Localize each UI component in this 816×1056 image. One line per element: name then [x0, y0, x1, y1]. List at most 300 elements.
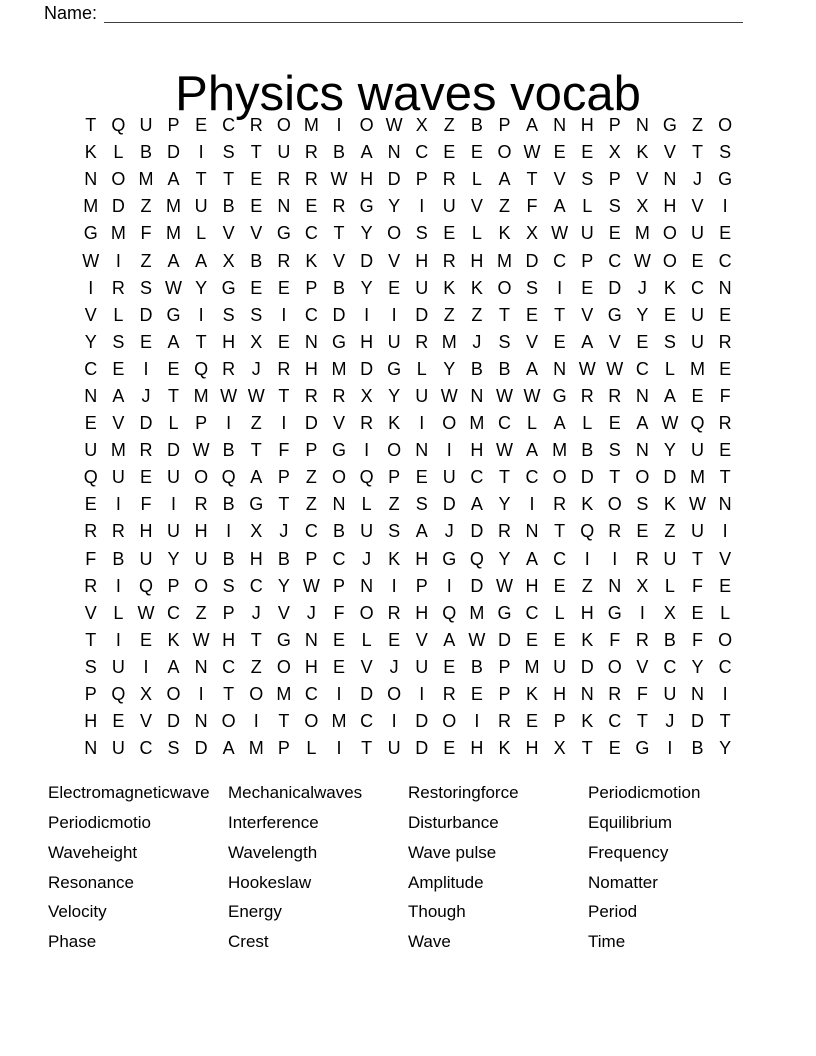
- grid-letter: E: [470, 684, 483, 705]
- word-list-item: Wave: [408, 932, 451, 952]
- grid-letter: C: [167, 602, 181, 623]
- grid-letter: R: [497, 711, 511, 732]
- grid-letter: R: [249, 115, 263, 136]
- grid-letter: Y: [691, 656, 704, 677]
- grid-letter: R: [277, 250, 291, 271]
- grid-letter: W: [330, 169, 348, 190]
- grid-letter: I: [336, 684, 342, 705]
- grid-letter: D: [663, 467, 677, 488]
- grid-letter: W: [523, 142, 541, 163]
- grid-letter: E: [553, 575, 566, 596]
- grid-letter: E: [553, 142, 566, 163]
- grid-letter: T: [195, 169, 207, 190]
- grid-letter: U: [387, 331, 401, 352]
- grid-letter: X: [608, 142, 621, 163]
- grid-letter: V: [360, 656, 373, 677]
- grid-letter: F: [333, 602, 345, 623]
- grid-letter: I: [446, 440, 452, 461]
- grid-letter: U: [387, 738, 401, 759]
- grid-row: [77, 383, 739, 410]
- grid-letter: S: [415, 223, 428, 244]
- grid-row: [77, 356, 739, 383]
- grid-letter: H: [304, 358, 318, 379]
- grid-letter: L: [416, 358, 427, 379]
- word-search-grid: [77, 112, 739, 762]
- grid-letter: B: [470, 115, 483, 136]
- grid-letter: F: [140, 494, 152, 515]
- grid-letter: Z: [471, 304, 483, 325]
- word-list-item: Wave pulse: [408, 842, 497, 862]
- grid-letter: A: [112, 385, 125, 406]
- grid-letter: I: [281, 413, 287, 434]
- grid-letter: J: [444, 521, 454, 542]
- grid-letter: I: [722, 521, 728, 542]
- grid-letter: C: [525, 602, 539, 623]
- grid-letter: F: [692, 629, 703, 650]
- grid-letter: G: [662, 115, 677, 136]
- grid-letter: E: [112, 711, 125, 732]
- grid-letter: R: [304, 385, 318, 406]
- grid-letter: M: [524, 656, 540, 677]
- grid-letter: E: [443, 738, 456, 759]
- grid-letter: O: [497, 142, 512, 163]
- grid-letter: A: [443, 629, 456, 650]
- grid-letter: B: [498, 358, 511, 379]
- grid-letter: S: [663, 331, 676, 352]
- grid-letter: L: [471, 169, 482, 190]
- grid-letter: M: [552, 440, 568, 461]
- grid-letter: O: [331, 467, 346, 488]
- grid-letter: K: [663, 277, 676, 298]
- grid-letter: P: [84, 684, 97, 705]
- grid-letter: N: [635, 385, 649, 406]
- grid-letter: H: [553, 684, 567, 705]
- grid-letter: C: [525, 467, 539, 488]
- grid-letter: C: [304, 521, 318, 542]
- grid-letter: I: [612, 548, 618, 569]
- grid-letter: E: [636, 331, 649, 352]
- grid-letter: N: [277, 196, 291, 217]
- grid-letter: N: [635, 440, 649, 461]
- grid-letter: O: [166, 684, 181, 705]
- grid-letter: A: [250, 467, 263, 488]
- grid-letter: C: [470, 467, 484, 488]
- grid-letter: F: [692, 575, 703, 596]
- grid-letter: T: [250, 142, 262, 163]
- grid-letter: R: [497, 521, 511, 542]
- grid-letter: B: [277, 548, 290, 569]
- word-list-item: Energy: [228, 902, 282, 922]
- grid-letter: R: [277, 358, 291, 379]
- grid-letter: X: [360, 385, 373, 406]
- grid-letter: D: [332, 304, 346, 325]
- grid-letter: D: [139, 413, 153, 434]
- grid-letter: W: [633, 250, 651, 271]
- grid-letter: R: [718, 413, 732, 434]
- grid-letter: L: [554, 602, 565, 623]
- grid-letter: S: [526, 277, 539, 298]
- grid-row: [77, 491, 739, 518]
- grid-letter: X: [526, 223, 539, 244]
- word-list-item: Amplitude: [408, 872, 484, 892]
- grid-letter: E: [415, 467, 428, 488]
- grid-letter: D: [194, 738, 208, 759]
- grid-letter: E: [84, 413, 97, 434]
- grid-letter: Z: [140, 196, 152, 217]
- grid-letter: O: [662, 250, 677, 271]
- grid-letter: E: [305, 196, 318, 217]
- grid-letter: G: [276, 629, 291, 650]
- grid-letter: D: [360, 684, 374, 705]
- grid-letter: W: [385, 115, 403, 136]
- grid-letter: D: [497, 629, 511, 650]
- grid-letter: R: [718, 331, 732, 352]
- grid-letter: E: [663, 304, 676, 325]
- grid-letter: U: [360, 521, 374, 542]
- grid-letter: E: [84, 494, 97, 515]
- grid-letter: H: [415, 602, 429, 623]
- grid-row: [77, 329, 739, 356]
- word-list-item: Interference: [228, 812, 319, 832]
- grid-letter: J: [279, 521, 289, 542]
- grid-letter: E: [526, 629, 539, 650]
- grid-letter: I: [391, 304, 397, 325]
- grid-letter: U: [139, 115, 153, 136]
- grid-letter: P: [277, 738, 290, 759]
- grid-letter: M: [634, 223, 650, 244]
- grid-letter: X: [250, 521, 263, 542]
- grid-letter: N: [553, 115, 567, 136]
- grid-letter: T: [581, 738, 593, 759]
- grid-letter: H: [580, 602, 594, 623]
- grid-letter: P: [277, 467, 290, 488]
- grid-letter: P: [388, 467, 401, 488]
- grid-letter: G: [359, 196, 374, 217]
- grid-letter: R: [84, 521, 98, 542]
- grid-letter: O: [221, 711, 236, 732]
- grid-letter: N: [635, 115, 649, 136]
- grid-letter: V: [84, 602, 97, 623]
- grid-letter: W: [551, 223, 569, 244]
- grid-letter: K: [388, 413, 401, 434]
- grid-letter: C: [635, 358, 649, 379]
- grid-letter: V: [663, 142, 676, 163]
- grid-letter: D: [470, 521, 484, 542]
- grid-letter: K: [581, 494, 594, 515]
- grid-letter: O: [194, 467, 209, 488]
- grid-letter: G: [607, 602, 622, 623]
- grid-letter: O: [359, 602, 374, 623]
- grid-letter: E: [250, 196, 263, 217]
- grid-letter: Q: [442, 602, 457, 623]
- grid-letter: W: [165, 277, 183, 298]
- grid-letter: H: [139, 521, 153, 542]
- grid-letter: H: [663, 196, 677, 217]
- grid-letter: Y: [84, 331, 97, 352]
- grid-letter: S: [222, 142, 235, 163]
- grid-letter: N: [580, 684, 594, 705]
- grid-letter: I: [667, 738, 673, 759]
- grid-letter: N: [470, 385, 484, 406]
- grid-letter: O: [276, 656, 291, 677]
- grid-letter: E: [277, 331, 290, 352]
- grid-letter: M: [166, 196, 182, 217]
- word-list-item: Mechanicalwaves: [228, 783, 363, 802]
- grid-letter: O: [304, 711, 319, 732]
- grid-letter: B: [222, 196, 235, 217]
- grid-letter: K: [498, 738, 511, 759]
- grid-letter: W: [689, 494, 706, 515]
- grid-letter: I: [226, 521, 232, 542]
- grid-row: [77, 464, 739, 491]
- grid-letter: N: [194, 711, 208, 732]
- grid-letter: O: [662, 223, 677, 244]
- grid-letter: W: [82, 250, 100, 271]
- grid-letter: H: [525, 738, 539, 759]
- grid-letter: S: [139, 277, 152, 298]
- grid-letter: F: [85, 548, 97, 569]
- grid-letter: F: [140, 223, 152, 244]
- grid-letter: C: [222, 656, 236, 677]
- grid-letter: I: [115, 629, 121, 650]
- grid-letter: E: [719, 575, 732, 596]
- grid-letter: A: [663, 385, 676, 406]
- grid-letter: W: [192, 629, 210, 650]
- grid-letter: Q: [111, 684, 126, 705]
- grid-letter: C: [608, 711, 622, 732]
- grid-letter: Q: [83, 467, 98, 488]
- grid-letter: E: [388, 277, 401, 298]
- grid-letter: Y: [388, 385, 401, 406]
- grid-letter: S: [498, 331, 511, 352]
- grid-letter: M: [496, 250, 512, 271]
- grid-letter: W: [440, 385, 458, 406]
- word-list-column: [48, 778, 228, 957]
- grid-letter: R: [580, 385, 594, 406]
- grid-letter: V: [526, 331, 539, 352]
- grid-letter: R: [194, 494, 208, 515]
- grid-letter: U: [111, 656, 125, 677]
- grid-letter: L: [664, 575, 675, 596]
- grid-letter: Q: [111, 115, 126, 136]
- grid-letter: K: [581, 629, 594, 650]
- grid-letter: R: [442, 250, 456, 271]
- word-list-item: Though: [408, 902, 466, 922]
- grid-letter: L: [168, 413, 179, 434]
- grid-letter: X: [250, 331, 263, 352]
- grid-letter: E: [719, 440, 732, 461]
- grid-letter: Y: [719, 738, 732, 759]
- grid-letter: R: [222, 358, 236, 379]
- grid-letter: R: [608, 684, 622, 705]
- grid-letter: C: [415, 142, 429, 163]
- grid-letter: E: [470, 142, 483, 163]
- grid-row: [77, 546, 739, 573]
- grid-letter: A: [167, 656, 180, 677]
- grid-letter: X: [222, 250, 235, 271]
- grid-letter: B: [222, 548, 235, 569]
- grid-letter: N: [84, 738, 98, 759]
- word-list-item: Disturbance: [408, 812, 499, 832]
- grid-letter: U: [442, 196, 456, 217]
- grid-letter: J: [693, 169, 702, 190]
- grid-letter: O: [387, 223, 402, 244]
- grid-letter: G: [331, 440, 346, 461]
- grid-letter: T: [361, 738, 373, 759]
- grid-letter: X: [139, 684, 152, 705]
- grid-letter: L: [582, 413, 593, 434]
- grid-row: [77, 735, 739, 762]
- grid-letter: A: [470, 494, 483, 515]
- grid-letter: B: [581, 440, 594, 461]
- grid-letter: A: [222, 738, 235, 759]
- grid-letter: I: [446, 575, 452, 596]
- grid-letter: R: [360, 413, 374, 434]
- grid-letter: C: [304, 684, 318, 705]
- grid-letter: G: [497, 602, 512, 623]
- grid-letter: A: [167, 169, 180, 190]
- grid-letter: E: [250, 169, 263, 190]
- grid-letter: C: [222, 115, 236, 136]
- grid-letter: V: [139, 711, 152, 732]
- grid-letter: H: [360, 169, 374, 190]
- word-list-item: Resonance: [48, 872, 135, 892]
- word-list-item: Restoringforce: [408, 783, 519, 802]
- grid-letter: O: [442, 711, 457, 732]
- grid-letter: R: [608, 385, 622, 406]
- grid-letter: E: [581, 142, 594, 163]
- grid-letter: Q: [690, 413, 705, 434]
- grid-letter: H: [470, 440, 484, 461]
- grid-letter: T: [636, 711, 648, 732]
- grid-letter: T: [609, 467, 621, 488]
- grid-letter: I: [391, 575, 397, 596]
- grid-letter: C: [249, 575, 263, 596]
- name-blank-line: [104, 2, 743, 23]
- grid-letter: W: [523, 385, 541, 406]
- grid-letter: Q: [194, 358, 209, 379]
- grid-letter: A: [526, 115, 539, 136]
- grid-letter: T: [223, 684, 235, 705]
- grid-letter: S: [84, 656, 97, 677]
- grid-letter: I: [171, 494, 177, 515]
- word-list-item: Frequency: [588, 842, 669, 862]
- grid-letter: W: [192, 440, 210, 461]
- grid-letter: M: [469, 413, 485, 434]
- word-list-item: Periodicmotio: [48, 812, 151, 832]
- grid-letter: B: [470, 358, 483, 379]
- grid-letter: H: [580, 115, 594, 136]
- grid-letter: T: [85, 115, 97, 136]
- grid-letter: P: [498, 684, 511, 705]
- grid-letter: W: [247, 385, 265, 406]
- grid-letter: A: [526, 440, 539, 461]
- grid-letter: D: [470, 575, 484, 596]
- grid-letter: R: [304, 142, 318, 163]
- grid-letter: R: [442, 684, 456, 705]
- grid-letter: I: [115, 575, 121, 596]
- grid-letter: Q: [469, 548, 484, 569]
- grid-letter: A: [636, 413, 649, 434]
- grid-letter: Z: [250, 413, 262, 434]
- grid-letter: S: [608, 196, 621, 217]
- grid-letter: C: [718, 656, 732, 677]
- grid-letter: M: [331, 711, 347, 732]
- grid-letter: E: [250, 277, 263, 298]
- grid-letter: Y: [360, 223, 373, 244]
- grid-letter: C: [663, 656, 677, 677]
- grid-letter: B: [332, 277, 345, 298]
- grid-letter: U: [194, 548, 208, 569]
- grid-letter: M: [690, 467, 705, 488]
- grid-letter: H: [249, 548, 263, 569]
- word-list-item: Hookeslaw: [228, 872, 312, 892]
- grid-letter: T: [278, 385, 290, 406]
- grid-letter: B: [691, 738, 704, 759]
- word-list-item: Electromagneticwave: [48, 783, 210, 802]
- grid-letter: O: [552, 467, 567, 488]
- grid-letter: V: [553, 169, 566, 190]
- grid-letter: O: [607, 656, 622, 677]
- word-list-item: Nomatter: [588, 872, 658, 892]
- grid-letter: E: [608, 223, 621, 244]
- grid-letter: W: [495, 385, 513, 406]
- grid-letter: X: [415, 115, 428, 136]
- grid-letter: S: [222, 304, 235, 325]
- grid-letter: L: [113, 602, 124, 623]
- grid-letter: I: [115, 494, 121, 515]
- grid-letter: R: [415, 331, 429, 352]
- grid-letter: X: [636, 575, 649, 596]
- grid-letter: S: [636, 494, 649, 515]
- grid-letter: C: [553, 548, 567, 569]
- grid-letter: O: [359, 115, 374, 136]
- grid-letter: E: [691, 385, 704, 406]
- grid-letter: N: [553, 358, 567, 379]
- grid-letter: L: [582, 196, 593, 217]
- grid-letter: K: [84, 142, 97, 163]
- grid-letter: E: [167, 358, 180, 379]
- grid-letter: R: [332, 385, 346, 406]
- grid-letter: A: [195, 250, 208, 271]
- grid-letter: N: [332, 494, 346, 515]
- grid-letter: H: [415, 250, 429, 271]
- grid-letter: O: [635, 467, 650, 488]
- grid-letter: Q: [221, 467, 236, 488]
- grid-letter: A: [415, 521, 428, 542]
- grid-letter: S: [112, 331, 125, 352]
- grid-letter: P: [415, 575, 428, 596]
- grid-letter: I: [419, 684, 425, 705]
- grid-letter: J: [251, 602, 261, 623]
- grid-row: [77, 247, 739, 274]
- grid-letter: P: [608, 169, 621, 190]
- grid-letter: R: [277, 169, 291, 190]
- grid-letter: R: [387, 602, 401, 623]
- grid-letter: U: [415, 385, 429, 406]
- grid-letter: P: [553, 711, 566, 732]
- grid-letter: I: [281, 304, 287, 325]
- grid-letter: E: [526, 711, 539, 732]
- grid-letter: E: [332, 656, 345, 677]
- grid-letter: P: [581, 250, 594, 271]
- grid-letter: L: [113, 142, 124, 163]
- grid-letter: E: [581, 277, 594, 298]
- grid-letter: P: [498, 656, 511, 677]
- grid-letter: A: [581, 331, 594, 352]
- grid-letter: L: [361, 629, 372, 650]
- grid-letter: U: [277, 142, 291, 163]
